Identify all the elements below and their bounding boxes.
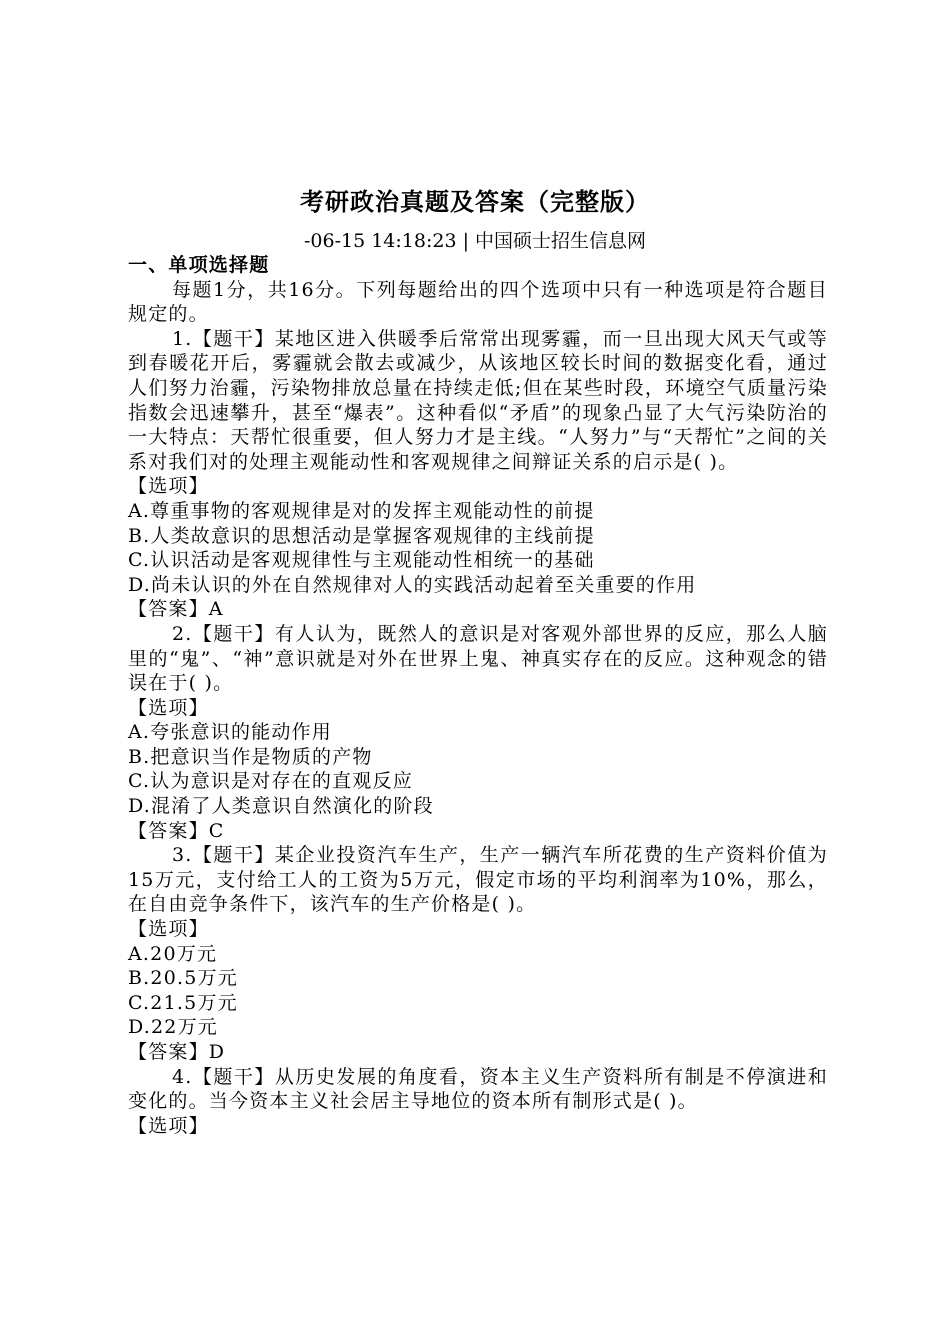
question-2-stem: 2.【题干】有人认为，既然人的意识是对客观外部世界的反应，那么人脑里的“鬼”、“神”意识就是对外在世界上鬼、神真实存在的反应。这种观念的错误在于( )。 (128, 622, 828, 695)
question-3-option-a: A.20万元 (128, 942, 218, 965)
question-2-option-a: A.夸张意识的能动作用 (128, 721, 332, 744)
question-3-option-b: B.20.5万元 (128, 967, 238, 990)
section-intro: 每题1分，共16分。下列每题给出的四个选项中只有一种选项是符合题目规定的。 (128, 278, 828, 326)
question-2-answer: 【答案】C (128, 819, 225, 842)
question-4-options-label: 【选项】 (128, 1114, 209, 1137)
section-heading: 一、单项选择题 (128, 254, 270, 276)
question-2-option-d: D.混淆了人类意识自然演化的阶段 (128, 795, 434, 818)
question-1-options-label: 【选项】 (128, 475, 209, 498)
question-1-stem: 1.【题干】某地区进入供暖季后常常出现雾霾，而一旦出现大风天气或等到春暖花开后，雾霾就会散去或减少，从该地区较长时间的数据变化看，通过人们努力治霾，污染物排放总量在持续走低;但在某些时段，环境空气质量污染指数会迅速攀升，甚至“爆表”。这种看似“矛盾”的现象凸显了大气污染防治的一大特点：天帮忙很重要，但人努力才是主线。“人努力”与“天帮忙”之间的关系对我们对的处理主观能动性和客观规律之间辩证关系的启示是( )。 (128, 327, 828, 473)
question-1-option-c: C.认识活动是客观规律性与主观能动性相统一的基础 (128, 549, 595, 572)
question-2-option-c: C.认为意识是对存在的直观反应 (128, 770, 413, 793)
question-1-option-d: D.尚未认识的外在自然规律对人的实践活动起着至关重要的作用 (128, 573, 697, 596)
question-4-stem: 4.【题干】从历史发展的角度看，资本主义生产资料所有制是不停演进和变化的。当今资本主义社会居主导地位的资本所有制形式是( )。 (128, 1065, 828, 1113)
question-3-answer: 【答案】D (128, 1041, 226, 1063)
document-body (128, 253, 828, 1138)
question-3-options-label: 【选项】 (128, 918, 209, 941)
question-3-option-d: D.22万元 (128, 1016, 218, 1039)
document-meta: -06-15 14:18:23 | 中国硕士招生信息网 (303, 230, 647, 252)
question-1-answer: 【答案】A (128, 598, 224, 621)
question-2-option-b: B.把意识当作是物质的产物 (128, 745, 373, 768)
question-2-options-label: 【选项】 (128, 696, 209, 719)
question-1-option-b: B.人类故意识的思想活动是掌握客观规律的主线前提 (128, 524, 595, 547)
question-3-stem: 3.【题干】某企业投资汽车生产，生产一辆汽车所花费的生产资料价值为15万元，支付给工人的工资为5万元，假定市场的平均利润率为10%，那么，在自由竞争条件下，该汽车的生产价格是( )。 (128, 844, 828, 916)
question-1-option-a: A.尊重事物的客观规律是对的发挥主观能动性的前提 (128, 499, 595, 522)
question-3-option-c: C.21.5万元 (128, 991, 238, 1014)
document-title: 考研政治真题及答案（完整版） (300, 187, 650, 216)
